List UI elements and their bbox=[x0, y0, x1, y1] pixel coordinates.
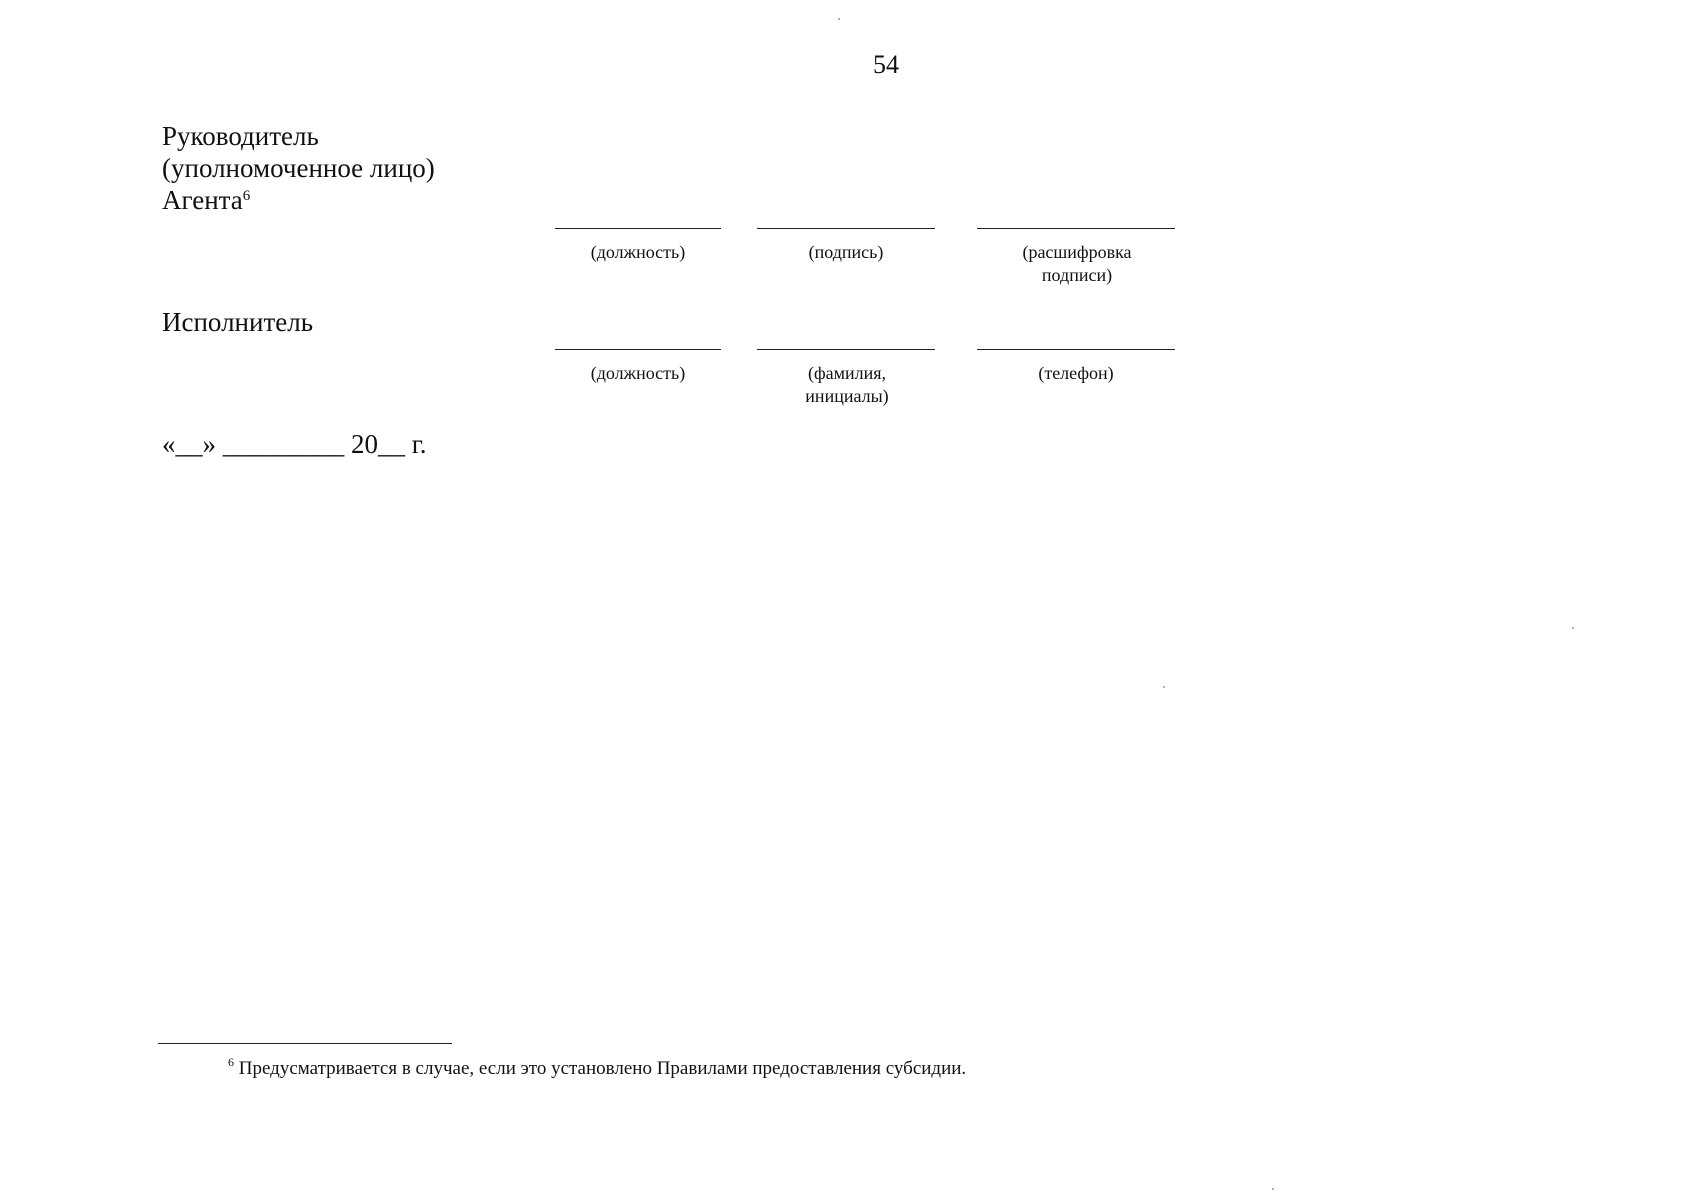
scan-speck bbox=[1572, 627, 1574, 629]
footnote-reference: 6 bbox=[242, 188, 251, 204]
footnote-text: Предусматривается в случае, если это установлено Правилами предоставления субсидии. bbox=[238, 1058, 967, 1079]
executor-label: Исполнитель bbox=[162, 307, 314, 337]
executor-name-line bbox=[757, 349, 935, 350]
footnote-marker: 6 bbox=[228, 1055, 234, 1069]
footnote bbox=[228, 1055, 967, 1080]
head-signature-decoding-line bbox=[977, 228, 1175, 229]
head-title-line2: (уполномоченное лицо) bbox=[162, 153, 435, 183]
scan-speck bbox=[1163, 686, 1165, 688]
head-title bbox=[162, 120, 435, 216]
footnote-separator bbox=[158, 1043, 452, 1044]
head-position-line bbox=[555, 228, 721, 229]
executor-name-caption: (фамилия, инициалы) bbox=[805, 363, 889, 406]
head-position-caption: (должность) bbox=[590, 242, 686, 262]
head-signature-decoding-caption: (расшифровка подписи) bbox=[1022, 242, 1132, 285]
head-title-line3 bbox=[162, 184, 435, 216]
executor-position-line bbox=[555, 349, 721, 350]
head-title-line3-text: Агента bbox=[162, 185, 243, 215]
head-signature-caption: (подпись) bbox=[808, 242, 884, 262]
executor-position-caption: (должность) bbox=[590, 363, 686, 383]
head-signature-line bbox=[757, 228, 935, 229]
page-number: 54 bbox=[873, 50, 899, 79]
executor-phone-line bbox=[977, 349, 1175, 350]
scan-speck bbox=[838, 18, 840, 20]
head-title-line1: Руководитель bbox=[162, 121, 319, 151]
date-line: «__» _________ 20__ г. bbox=[162, 429, 427, 459]
scan-speck bbox=[1272, 1188, 1274, 1190]
executor-phone-caption: (телефон) bbox=[1038, 363, 1114, 383]
